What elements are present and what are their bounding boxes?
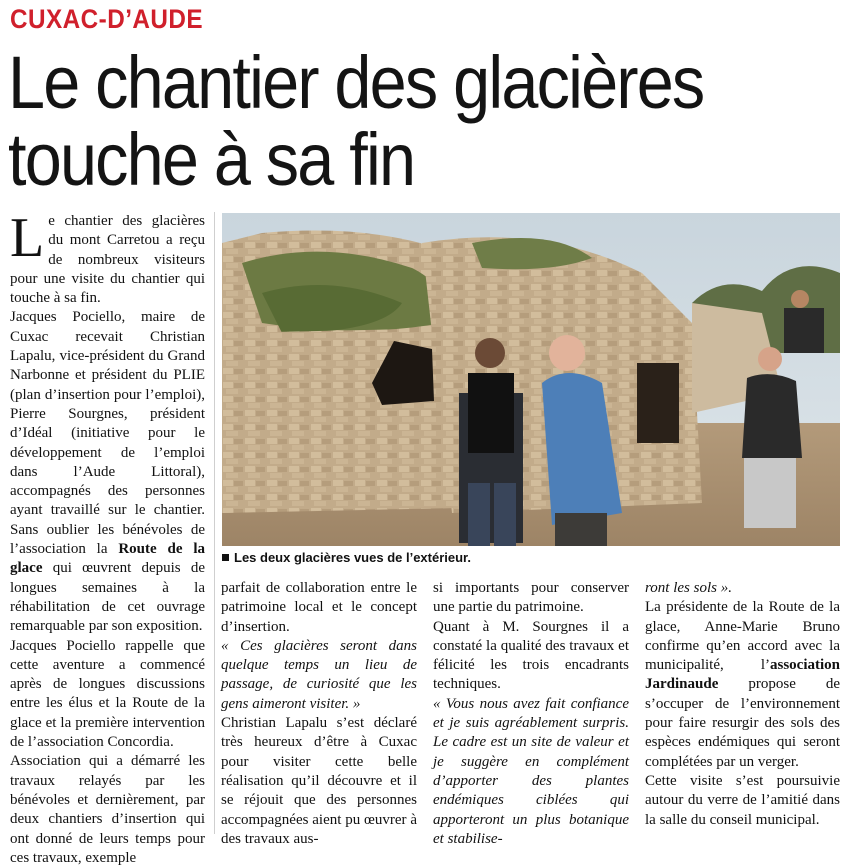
paragraph-bruno: La présidente de la Route de la glace, Anne-Marie Bruno confirme qu’en accord avec la municipalité, l’association Jardinaude propose de s’occuper de l’environnement pour faire resurgir des sols des espèces endémiques qui seront complétées par un verger. xyxy=(645,599,840,770)
headline-line-2: touche à sa fin xyxy=(8,118,415,201)
article-column-4 xyxy=(645,579,840,830)
quote-pociello: « Ces glacières seront dans quelque temps un lieu de passage, de curiosité que les gens aimeront visiter. » xyxy=(221,637,417,712)
column-rule xyxy=(214,212,215,834)
drop-cap: L xyxy=(10,207,45,269)
section-kicker: CUXAC-D’AUDE xyxy=(10,4,204,34)
paragraph-lapalu: Christian Lapalu s’est déclaré très heureux d’être à Cuxac pour visiter cette belle réalisation qu’il découvre et il se réjouit que des personnes accompagnées aient pu œuvrer à des travaux aus- xyxy=(221,715,417,847)
association-name: Route de la glace xyxy=(10,541,206,577)
paragraph-visitors: Jacques Pociello, maire de Cuxac recevait Christian Lapalu, vice-président du Grand Narbonne et président du PLIE (plan d’insertion pour l’emploi), Pierre Sourgnes, président d’Idéal (initiative pour le développement de l’emploi dans l’Aude Littoral), accompagnés des personnes ayant travaillé sur le chantier. Sans oublier les bénévoles de l’association la Route de la glace qui œuvrent depuis de longues semaines à la réhabilitation de cet ouvrage remarquable par son exposition. xyxy=(10,309,206,635)
headline-line-1: Le chantier des glacières xyxy=(8,41,704,124)
paragraph-history: Jacques Pociello rappelle que cette aventure a commencé après de longues discussions entre les élus et la Route de la glace et la première intervention de l’association Concordia. xyxy=(10,637,205,751)
headline xyxy=(8,41,764,201)
article-column-2 xyxy=(221,579,417,849)
paragraph-visite: Cette visite s’est poursuivie autour du verre de l’amitié dans la salle du conseil municipal. xyxy=(645,772,840,828)
quote-sourgnes-end: ront les sols ». xyxy=(645,580,732,596)
article-photo xyxy=(222,213,840,546)
article-column-3 xyxy=(433,579,629,849)
association-jardinaude: association Jardinaude xyxy=(645,657,840,693)
paragraph-patrimoine: si importants pour conserver une partie du patrimoine. xyxy=(433,580,629,616)
paragraph-sourgnes: Quant à M. Sourgnes il a constaté la qualité des travaux et félicité les trois encadrants techniques. xyxy=(433,618,629,693)
paragraph-intro xyxy=(10,207,205,308)
glacieres-photo xyxy=(222,213,840,546)
article-column-1 xyxy=(10,207,206,868)
paragraph-collaboration: parfait de collaboration entre le patrimoine local et le concept d’insertion. xyxy=(221,580,417,635)
intro-text: e chantier des glacières du mont Carretou a reçu de nombreux visiteurs pour une visite du chantier qui touche à sa fin. xyxy=(10,213,205,307)
photo-caption: Les deux glacières vues de l’extérieur. xyxy=(222,550,840,565)
quote-sourgnes: « Vous nous avez fait confiance et je suis agréablement surpris. Le cadre est un site de valeur et je suggère en complément d’apporter des plantes endémiques ciblées qui apporteront un plus botanique et stabilise- xyxy=(433,695,629,847)
caption-square-icon xyxy=(222,554,229,561)
paragraph-association: Association qui a démarré les travaux relayés par les bénévoles et dernièrement, par deux chantiers d’insertion qui ont donné de leurs temps pour ces travaux, exemple xyxy=(10,753,205,866)
